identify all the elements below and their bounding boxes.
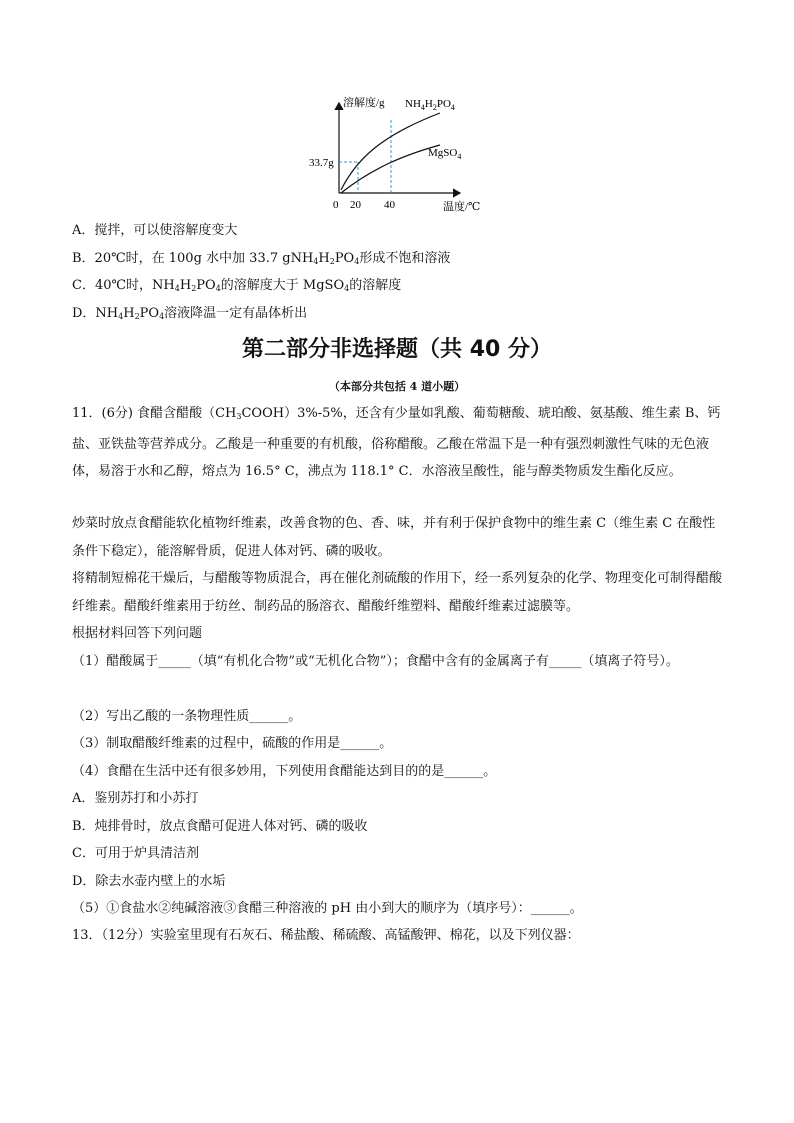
q11-prompt: 根据材料回答下列问题 [72, 626, 203, 641]
q13-text: 13．（12分）实验室里现有石灰石、稀盐酸、稀硫酸、高锰酸钾、棉花，以及下列仪器： [72, 928, 580, 943]
q11-option-c: C．可用于炉具清洁剂 [72, 846, 199, 861]
x-tick-20: 20 [350, 199, 361, 211]
series-label-nh4h2po4: $NH_4H_2PO_4$ [405, 98, 455, 112]
option-d: D．$NH_4H_2PO_4$溶液降温一定有晶体析出 [72, 306, 308, 321]
q11-option-a: A．鉴别苏打和小苏打 [72, 791, 199, 806]
solubility-chart [0, 0, 794, 215]
y-axis-label: 溶解度/g [343, 97, 385, 109]
x-axis-label: 温度/℃ [443, 201, 481, 213]
x-tick-40: 40 [384, 199, 395, 211]
option-c: C．40℃时，$NH_4H_2PO_4$的溶解度大于 MgSO$_4$的溶解度 [72, 278, 402, 293]
y-tick-33.7: 33.7g [309, 157, 334, 169]
section-subtitle: （本部分共包括 4 道小题） [328, 380, 466, 393]
section-title: 第二部分非选择题（共 40 分） [242, 337, 552, 362]
q11-paragraph-3: 将精制短棉花干燥后，与醋酸等物质混合，再在催化剂硫酸的作用下，经一系列复杂的化学、物理变化可制得醋酸纤维素。醋酸纤维素用于纺丝、制药品的肠溶衣、醋酸纤维塑料、醋酸纤维素过滤膜等。 [72, 571, 723, 614]
option-a: A．搅拌，可以使溶解度变大 [72, 223, 238, 238]
q11-sub-3: （3）制取醋酸纤维素的过程中，硫酸的作用是______。 [72, 736, 393, 751]
q11-sub-4: （4）食醋在生活中还有很多妙用，下列使用食醋能达到目的的是______。 [72, 764, 497, 779]
q11-option-b: B．炖排骨时，放点食醋可促进人体对钙、磷的吸收 [72, 819, 368, 834]
q11-paragraph-2: 炒菜时放点食醋能软化植物纤维素，改善食物的色、香、味，并有利于保护食物中的维生素 C（维生素 C 在酸性条件下稳定），能溶解骨质，促进人体对钙、磷的吸收。 [72, 516, 716, 559]
q11-sub-5: （5）①食盐水②纯碱溶液③食醋三种溶液的 pH 由小到大的顺序为（填序号）：______。 [72, 901, 583, 916]
q11-sub-1: （1）醋酸属于_____（填“有机化合物”或“无机化合物”）；食醋中含有的金属离子有_____（填离子符号）。 [72, 654, 679, 669]
series-label-mgso4: MgSO$_4$ [428, 147, 462, 161]
x-tick-0: 0 [333, 199, 339, 211]
q11-sub-2: （2）写出乙酸的一条物理性质______。 [72, 709, 302, 724]
q11-paragraph-1: 11．(6分) 食醋含醋酸$(CH_3COOH)3\%-5\%$，还含有少量如乳酸、葡萄糖酸、琥珀酸、氨基酸、维生素 B、钙盐、亚铁盐等营养成分。乙酸是一种重要的有机酸，俗称醋酸。乙酸在常温下是一种有强烈刺激性气味的无色液体，易溶于水和乙醇，熔点为 16.5° C，沸点为 118.1° C．水溶液呈酸性，能与醇类物质发生酯化反应。 [72, 406, 721, 479]
option-b: B．20℃时，在 100g 水中加 33.7 $gNH_4H_2PO_4$形成不饱和溶液 [72, 251, 451, 266]
q11-option-d: D．除去水壶内壁上的水垢 [72, 874, 226, 889]
